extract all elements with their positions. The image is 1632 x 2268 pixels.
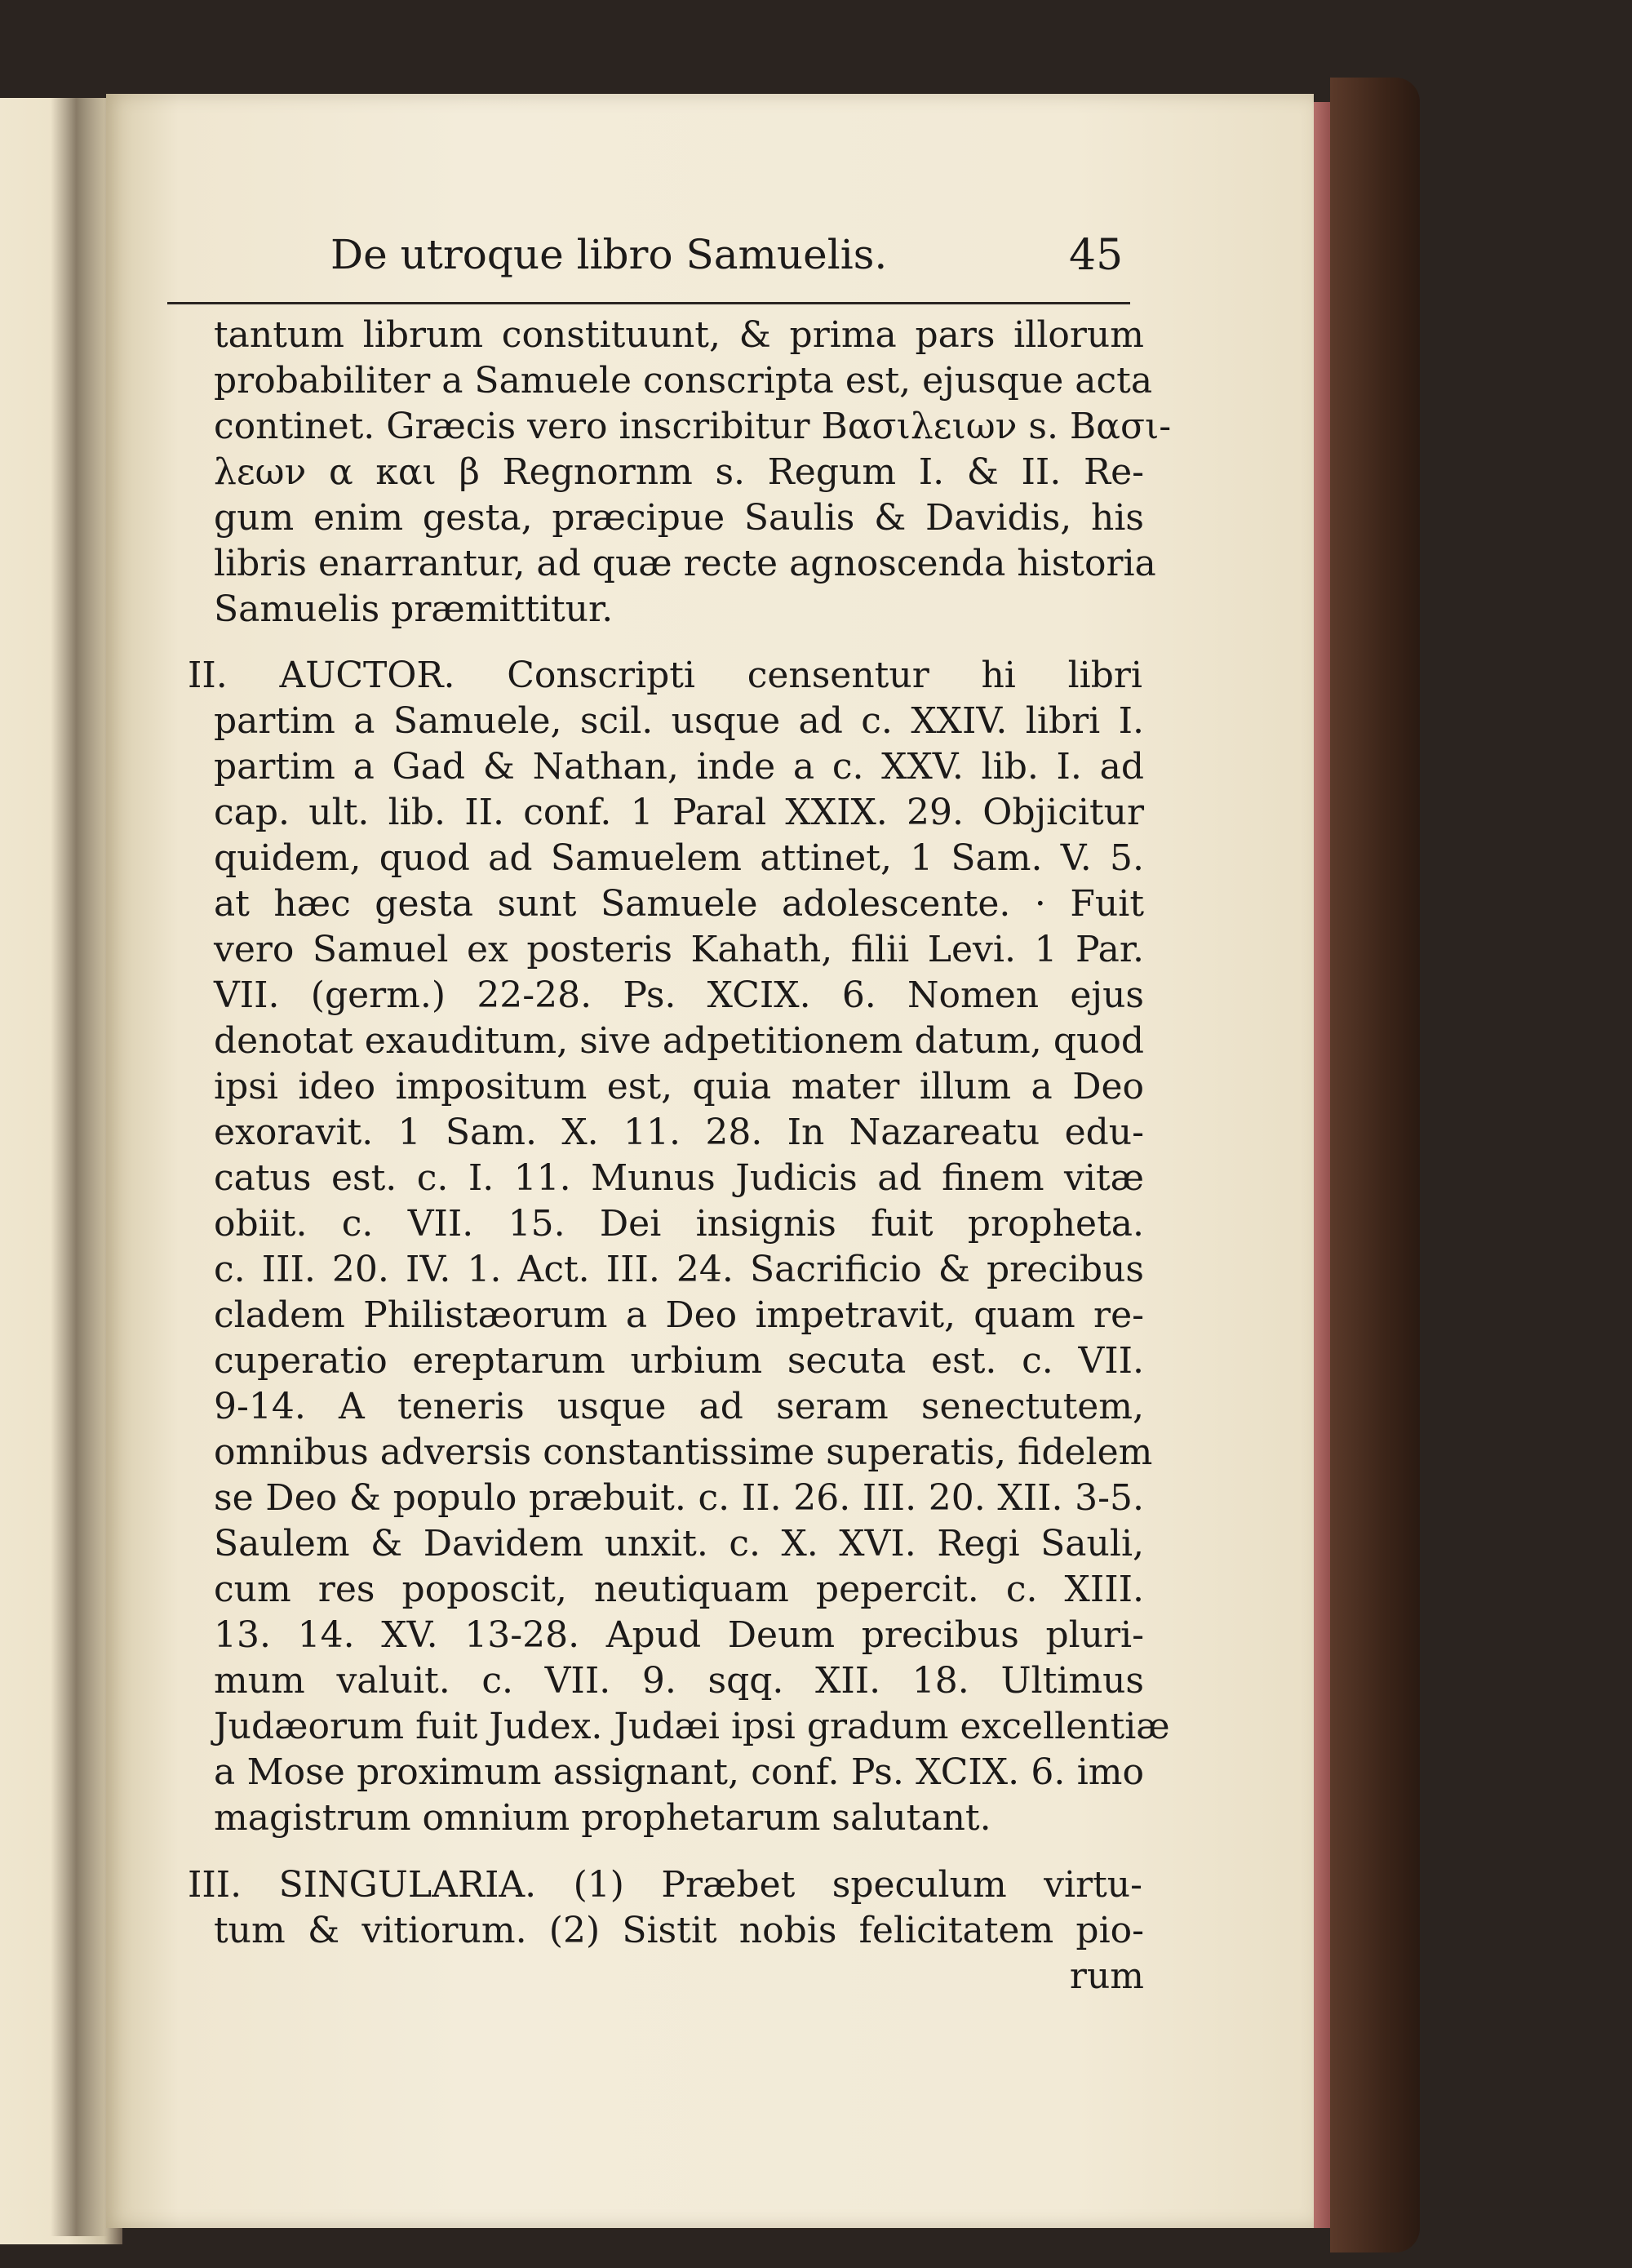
text-line: obiit. c. VII. 15. Dei insignis fuit propheta. [214,1203,1144,1245]
text-line: VII. (germ.) 22-28. Ps. XCIX. 6. Nomen ejus [214,974,1144,1016]
text-line: partim a Gad & Nathan, inde a c. XXV. lib. I. ad [214,746,1144,788]
text-line: 9-14. A teneris usque ad seram senectutem, [214,1386,1144,1427]
text-line: partim a Samuele, scil. usque ad c. XXIV. libri I. [214,700,1144,742]
text-line: quidem, quod ad Samuelem attinet, 1 Sam. V. 5. [214,837,1144,879]
text-line: a Mose proximum assignant, conf. Ps. XCIX. 6. imo [214,1751,1144,1793]
text-line: denotat exauditum, sive adpetitionem datum, quod [214,1020,1144,1062]
text-line: continet. Græcis vero inscribitur Βασιλειων s. Βασι- [214,406,1172,447]
text-line: at hæc gesta sunt Samuele adolescente. · Fuit [214,883,1144,925]
text-line: catus est. c. I. 11. Munus Judicis ad finem vitæ [214,1157,1144,1199]
text-line: ipsi ideo impositum est, quia mater illum a Deo [214,1066,1144,1107]
text-line: Judæorum fuit Judex. Judæi ipsi gradum excellentiæ [214,1706,1170,1747]
text-line: tantum librum constituunt, & prima pars illorum [214,314,1144,356]
text-line: Samuelis præmittitur. [214,588,614,630]
text-line: cum res poposcit, neutiquam pepercit. c. XIII. [214,1569,1144,1610]
running-title: De utroque libro Samuelis. [330,231,888,278]
text-line: gum enim gesta, præcipue Saulis & Davidis, his [214,497,1144,539]
text-line: magistrum omnium prophetarum salutant. [214,1797,991,1839]
section-heading-line: II. AUCTOR. Conscripti censentur hi libri [188,655,1142,696]
text-line: exoravit. 1 Sam. X. 11. 28. In Nazareatu edu- [214,1112,1144,1153]
text-line: probabiliter a Samuele conscripta est, ejusque acta [214,360,1153,402]
text-line: cladem Philistæorum a Deo impetravit, quam re- [214,1294,1144,1336]
text-line: c. III. 20. IV. 1. Act. III. 24. Sacrificio & precibus [214,1249,1144,1290]
text-line: libris enarrantur, ad quæ recte agnoscenda historia [214,543,1156,584]
book-gutter [51,98,108,2236]
text-line: omnibus adversis constantissime superatis, fidelem [214,1431,1153,1473]
text-line: mum valuit. c. VII. 9. sqq. XII. 18. Ultimus [214,1660,1144,1702]
text-line: cuperatio ereptarum urbium secuta est. c. VII. [214,1340,1144,1382]
text-line: 13. 14. XV. 13-28. Apud Deum precibus pluri- [214,1614,1144,1656]
header-rule [167,302,1130,304]
section-heading-line: III. SINGULARIA. (1) Præbet speculum virtu- [188,1864,1142,1906]
catchword: rum [1069,1955,1144,1997]
text-line: vero Samuel ex posteris Kahath, filii Levi. 1 Par. [214,929,1144,970]
text-line: se Deo & populo præbuit. c. II. 26. III. 20. XII. 3-5. [214,1477,1144,1519]
text-line: Saulem & Davidem unxit. c. X. XVI. Regi Sauli, [214,1523,1144,1565]
book-cover [1330,78,1420,2252]
text-line: cap. ult. lib. II. conf. 1 Paral XXIX. 29. Objicitur [214,792,1144,833]
page-number: 45 [1069,231,1124,280]
text-line: tum & vitiorum. (2) Sistit nobis felicitatem pio- [214,1910,1144,1951]
text-line: λεων α και β Regnornm s. Regum I. & II. Re- [214,451,1144,493]
